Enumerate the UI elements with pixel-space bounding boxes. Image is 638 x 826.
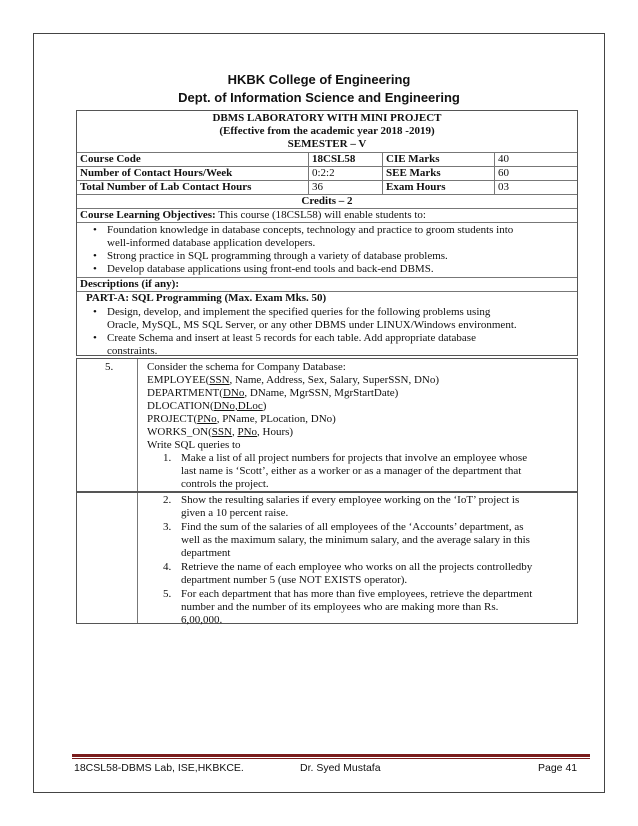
footer-rule-thin <box>72 758 590 759</box>
footer-left: 18CSL58-DBMS Lab, ISE,HKBKCE. <box>74 762 244 774</box>
row-label2: CIE Marks <box>383 153 495 166</box>
row-value2: 03 <box>498 181 509 193</box>
list-item: • Foundation knowledge in database concepts, technology and practice to groom students into <box>93 224 514 236</box>
credits: Credits – 2 <box>301 195 353 207</box>
list-item: • Strong practice in SQL programming through a variety of database problems. <box>93 250 448 262</box>
row-value2: 40 <box>498 153 509 165</box>
page-number: Page 41 <box>538 762 578 774</box>
table-row <box>77 153 577 166</box>
list-item: Oracle, MySQL, MS SQL Server, or any other DBMS under LINUX/Windows environment. <box>107 319 517 331</box>
query-line: For each department that has more than five employees, retrieve the department <box>181 588 533 600</box>
problem-number: 5. <box>105 361 114 373</box>
department-name: Dept. of Information Science and Engineering <box>178 90 460 105</box>
query-number: 1. <box>163 452 172 464</box>
college-name: HKBK College of Engineering <box>227 72 411 87</box>
objectives-intro: This course (18CSL58) will enable students to: <box>215 209 426 221</box>
course-title: DBMS LABORATORY WITH MINI PROJECT <box>212 112 442 124</box>
query-line: 6,00,000. <box>181 614 223 626</box>
row-label: Course Code <box>77 153 309 166</box>
query-line: well as the maximum salary, the minimum salary, and the average salary in this <box>181 534 530 546</box>
list-item: well-informed database application developers. <box>107 237 316 249</box>
table-row <box>77 167 577 180</box>
row-label: Total Number of Lab Contact Hours <box>77 181 309 194</box>
schema-works-on: WORKS_ON(SSN, PNo, Hours) <box>147 426 294 438</box>
course-details-box <box>76 110 578 356</box>
objectives-heading <box>80 209 580 222</box>
query-line: department number 5 (use NOT EXISTS operator). <box>181 574 408 586</box>
query-line: Show the resulting salaries if every employee working on the ‘IoT’ project is <box>181 494 520 506</box>
query-number: 2. <box>163 494 172 506</box>
row-label2: SEE Marks <box>383 167 495 180</box>
row-value: 18CSL58 <box>309 153 383 166</box>
list-item: • Develop database applications using front-end tools and back-end DBMS. <box>93 263 434 275</box>
schema-employee: EMPLOYEE(SSN, Name, Address, Sex, Salary, SuperSSN, DNo) <box>147 374 440 386</box>
query-line: Make a list of all project numbers for projects that involve an employee whose <box>181 452 528 464</box>
problem-box <box>76 358 578 492</box>
objectives-label: Course Learning Objectives: <box>80 209 216 221</box>
list-item: • Design, develop, and implement the specified queries for the following problems using <box>93 306 491 318</box>
schema-dlocation: DLOCATION(DNo,DLoc) <box>147 400 267 412</box>
schema-department: DEPARTMENT(DNo, DName, MgrSSN, MgrStartDate) <box>147 387 399 399</box>
course-effective: (Effective from the academic year 2018 -2019) <box>219 125 435 137</box>
descriptions-label: Descriptions (if any): <box>80 278 179 290</box>
query-number: 5. <box>163 588 172 600</box>
problem-box-continued <box>76 492 578 624</box>
row-label2: Exam Hours <box>383 181 495 194</box>
query-line: department <box>181 547 231 559</box>
row-label: Number of Contact Hours/Week <box>77 167 309 180</box>
row-value2: 60 <box>498 167 509 179</box>
query-line: given a 10 percent raise. <box>181 507 289 519</box>
query-line: last name is ‘Scott’, either as a worker or as a manager of the department that <box>181 465 522 477</box>
query-number: 4. <box>163 561 172 573</box>
row-value: 0:2:2 <box>309 167 383 180</box>
list-item: constraints. <box>107 345 158 357</box>
schema-project: PROJECT(PNo, PName, PLocation, DNo) <box>147 413 336 425</box>
problem-intro: Consider the schema for Company Database: <box>147 361 346 373</box>
query-line: number and the number of its employees who are making more than Rs. <box>181 601 499 613</box>
footer-rule-thick <box>72 754 590 757</box>
part-a-heading: PART-A: SQL Programming (Max. Exam Mks. 50) <box>86 292 327 304</box>
query-line: controls the project. <box>181 478 269 490</box>
query-number: 3. <box>163 521 172 533</box>
course-semester: SEMESTER – V <box>287 138 367 150</box>
write-queries: Write SQL queries to <box>147 439 241 451</box>
query-line: Retrieve the name of each employee who works on all the projects controlledby <box>181 561 533 573</box>
query-line: Find the sum of the salaries of all employees of the ‘Accounts’ department, as <box>181 521 524 533</box>
footer-center: Dr. Syed Mustafa <box>300 762 381 774</box>
row-value: 36 <box>309 181 383 194</box>
list-item: • Create Schema and insert at least 5 records for each table. Add appropriate database <box>93 332 476 344</box>
table-row <box>77 181 577 194</box>
